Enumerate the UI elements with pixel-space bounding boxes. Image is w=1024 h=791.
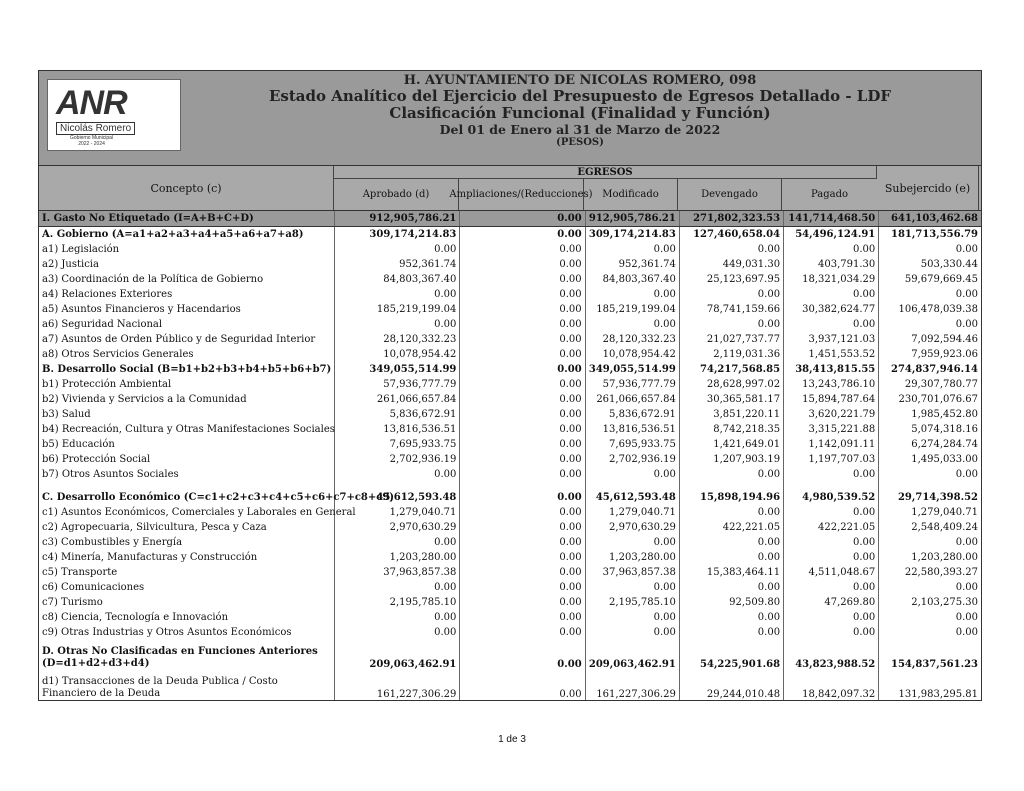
spacer-row: [39, 482, 981, 490]
header-devengado: Devengado: [678, 179, 782, 210]
table-row: [39, 287, 981, 302]
cell-aprobado: 0.00: [335, 467, 460, 482]
cell-subejercido: 2,103,275.30: [911, 597, 978, 608]
cell-ampliaciones: 0.00: [460, 580, 585, 595]
cell-modificado: 84,803,367.40: [585, 272, 679, 287]
cell-concepto: c4) Minería, Manufacturas y Construcción: [39, 550, 335, 565]
cell-concepto: c7) Turismo: [39, 595, 335, 610]
cell-pagado: 0.00: [784, 467, 879, 482]
table-row: [39, 437, 981, 452]
cell-pagado: 0.00: [784, 317, 879, 332]
cell-modificado: 37,963,857.38: [585, 565, 679, 580]
cell-modificado: 2,970,630.29: [585, 520, 679, 535]
cell-concepto: a7) Asuntos de Orden Público y de Seguridad Interior: [39, 332, 335, 347]
cell-devengado: 2,119,031.36: [679, 347, 783, 362]
cell-concepto: a3) Coordinación de la Política de Gobierno: [39, 272, 335, 287]
cell-devengado: 15,898,194.96: [679, 490, 783, 505]
cell-aprobado: 261,066,657.84: [335, 392, 460, 407]
header-concepto: Concepto (c): [39, 166, 334, 210]
table-row: [39, 490, 981, 505]
cell-ampliaciones: 0.00: [460, 452, 585, 467]
cell-subejercido: 503,330.44: [920, 259, 978, 270]
cell-subejercido: 0.00: [955, 244, 978, 255]
cell-subejercido: 5,074,318.16: [911, 424, 978, 435]
cell-devengado: 21,027,737.77: [679, 332, 783, 347]
table-row: [39, 520, 981, 535]
cell-modificado: 7,695,933.75: [585, 437, 679, 452]
cell-pagado: 18,842,097.32: [784, 670, 879, 700]
cell-subejercido: 230,701,076.67: [898, 394, 978, 405]
cell-ampliaciones: 0.00: [460, 535, 585, 550]
cell-devengado: 0.00: [679, 580, 783, 595]
cell-devengado: 0.00: [679, 505, 783, 520]
cell-concepto: a8) Otros Servicios Generales: [39, 347, 335, 362]
cell-aprobado: 952,361.74: [335, 257, 460, 272]
cell-devengado: 78,741,159.66: [679, 302, 783, 317]
cell-concepto: c2) Agropecuaria, Silvicultura, Pesca y Caza: [39, 520, 335, 535]
table-row: [39, 257, 981, 272]
cell-aprobado: 10,078,954.42: [335, 347, 460, 362]
cell-ampliaciones: 0.00: [460, 610, 585, 625]
header-modificado: Modificado: [584, 179, 678, 210]
cell-ampliaciones: 0.00: [460, 520, 585, 535]
cell-pagado: 141,714,468.50: [784, 211, 879, 227]
cell-modificado: 0.00: [585, 625, 679, 640]
cell-subejercido: 1,495,033.00: [911, 454, 978, 465]
cell-concepto: c9) Otras Industrias y Otros Asuntos Económicos: [39, 625, 335, 640]
cell-subejercido: 1,203,280.00: [911, 552, 978, 563]
cell-aprobado: 7,695,933.75: [335, 437, 460, 452]
table-row: [39, 242, 981, 257]
cell-pagado: 1,451,553.52: [784, 347, 879, 362]
column-headers: [39, 166, 981, 211]
cell-aprobado: 309,174,214.83: [335, 227, 460, 243]
cell-aprobado: 37,963,857.38: [335, 565, 460, 580]
cell-pagado: 1,197,707.03: [784, 452, 879, 467]
cell-aprobado: 84,803,367.40: [335, 272, 460, 287]
cell-pagado: 38,413,815.55: [784, 362, 879, 377]
cell-pagado: 0.00: [784, 610, 879, 625]
logo-name: Nicolás Romero: [56, 122, 135, 135]
cell-concepto: a6) Seguridad Nacional: [39, 317, 335, 332]
cell-ampliaciones: 0.00: [460, 670, 585, 700]
cell-ampliaciones: 0.00: [460, 257, 585, 272]
cell-concepto: c6) Comunicaciones: [39, 580, 335, 595]
cell-aprobado: 209,063,462.91: [335, 640, 460, 670]
cell-pagado: 0.00: [784, 625, 879, 640]
cell-concepto: a1) Legislación: [39, 242, 335, 257]
report-period: Del 01 de Enero al 31 de Marzo de 2022: [439, 122, 721, 137]
cell-concepto: b1) Protección Ambiental: [39, 377, 335, 392]
cell-subejercido: 0.00: [955, 582, 978, 593]
cell-modificado: 13,816,536.51: [585, 422, 679, 437]
cell-aprobado: 28,120,332.23: [335, 332, 460, 347]
cell-modificado: 0.00: [585, 580, 679, 595]
header-aprobado: Aprobado (d): [334, 179, 459, 210]
cell-subejercido: 0.00: [955, 319, 978, 330]
cell-subejercido: 274,837,946.14: [891, 364, 978, 375]
cell-modificado: 2,702,936.19: [585, 452, 679, 467]
table-row: [39, 377, 981, 392]
cell-ampliaciones: 0.00: [460, 565, 585, 580]
cell-concepto: a5) Asuntos Financieros y Hacendarios: [39, 302, 335, 317]
report-title: Estado Analítico del Ejercicio del Presupuesto de Egresos Detallado - LDF: [268, 87, 892, 105]
budget-table: [39, 211, 981, 700]
cell-concepto: c1) Asuntos Económicos, Comerciales y Laborales en General: [39, 505, 335, 520]
header-subejercido: Subejercido (e): [877, 166, 979, 210]
table-row: [39, 670, 981, 700]
cell-ampliaciones: 0.00: [460, 377, 585, 392]
report-titles: [189, 73, 971, 149]
cell-subejercido: 59,679,669.45: [904, 274, 978, 285]
cell-ampliaciones: 0.00: [460, 467, 585, 482]
table-row: [39, 211, 981, 227]
cell-modificado: 912,905,786.21: [585, 211, 679, 227]
cell-ampliaciones: 0.00: [460, 242, 585, 257]
cell-devengado: 29,244,010.48: [679, 670, 783, 700]
cell-devengado: 0.00: [679, 317, 783, 332]
page-number: 1 de 3: [498, 734, 526, 745]
logo-subtitle: Gobierno Municipal 2022 - 2024: [70, 135, 114, 147]
cell-pagado: 403,791.30: [784, 257, 879, 272]
municipal-logo: [47, 79, 181, 151]
cell-ampliaciones: 0.00: [460, 362, 585, 377]
cell-modificado: 209,063,462.91: [585, 640, 679, 670]
cell-modificado: 1,203,280.00: [585, 550, 679, 565]
cell-concepto: c8) Ciencia, Tecnología e Innovación: [39, 610, 335, 625]
cell-ampliaciones: 0.00: [460, 272, 585, 287]
cell-ampliaciones: 0.00: [460, 407, 585, 422]
cell-concepto: b4) Recreación, Cultura y Otras Manifestaciones Sociales: [39, 422, 335, 437]
cell-concepto: A. Gobierno (A=a1+a2+a3+a4+a5+a6+a7+a8): [39, 227, 335, 243]
cell-ampliaciones: 0.00: [460, 392, 585, 407]
cell-pagado: 13,243,786.10: [784, 377, 879, 392]
cell-aprobado: 0.00: [335, 625, 460, 640]
cell-concepto: B. Desarrollo Social (B=b1+b2+b3+b4+b5+b6+b7): [39, 362, 335, 377]
cell-aprobado: 0.00: [335, 287, 460, 302]
cell-subejercido: 22,580,393.27: [904, 567, 978, 578]
cell-ampliaciones: 0.00: [460, 437, 585, 452]
cell-pagado: 0.00: [784, 505, 879, 520]
table-row: [39, 550, 981, 565]
cell-concepto: a2) Justicia: [39, 257, 335, 272]
cell-subejercido: 1,279,040.71: [911, 507, 978, 518]
cell-modificado: 0.00: [585, 242, 679, 257]
cell-ampliaciones: 0.00: [460, 227, 585, 243]
cell-devengado: 127,460,658.04: [679, 227, 783, 243]
cell-subejercido: 29,714,398.52: [897, 492, 978, 503]
cell-aprobado: 13,816,536.51: [335, 422, 460, 437]
cell-pagado: 18,321,034.29: [784, 272, 879, 287]
cell-ampliaciones: 0.00: [460, 317, 585, 332]
cell-pagado: 47,269.80: [784, 595, 879, 610]
cell-aprobado: 5,836,672.91: [335, 407, 460, 422]
cell-devengado: 449,031.30: [679, 257, 783, 272]
cell-devengado: 0.00: [679, 535, 783, 550]
cell-devengado: 8,742,218.35: [679, 422, 783, 437]
cell-subejercido: 181,713,556.79: [891, 229, 978, 240]
cell-aprobado: 349,055,514.99: [335, 362, 460, 377]
cell-concepto: b6) Protección Social: [39, 452, 335, 467]
cell-modificado: 45,612,593.48: [585, 490, 679, 505]
table-row: [39, 422, 981, 437]
cell-modificado: 0.00: [585, 610, 679, 625]
cell-modificado: 161,227,306.29: [585, 670, 679, 700]
cell-subejercido: 1,985,452.80: [911, 409, 978, 420]
cell-pagado: 0.00: [784, 550, 879, 565]
cell-aprobado: 57,936,777.79: [335, 377, 460, 392]
cell-subejercido: 6,274,284.74: [911, 439, 978, 450]
cell-modificado: 952,361.74: [585, 257, 679, 272]
cell-concepto: c3) Combustibles y Energía: [39, 535, 335, 550]
cell-modificado: 0.00: [585, 467, 679, 482]
cell-concepto: d1) Transacciones de la Deuda Publica / Costo Financiero de la Deuda: [39, 670, 335, 700]
cell-pagado: 3,315,221.88: [784, 422, 879, 437]
cell-devengado: 0.00: [679, 242, 783, 257]
table-row: [39, 362, 981, 377]
table-row: [39, 347, 981, 362]
cell-aprobado: 2,195,785.10: [335, 595, 460, 610]
cell-concepto: b7) Otros Asuntos Sociales: [39, 467, 335, 482]
cell-pagado: 30,382,624.77: [784, 302, 879, 317]
cell-aprobado: 185,219,199.04: [335, 302, 460, 317]
report-header: [39, 71, 981, 166]
report-classification: Clasificación Funcional (Finalidad y Función): [389, 104, 771, 122]
cell-concepto: C. Desarrollo Económico (C=c1+c2+c3+c4+c5+c6+c7+c8+c9): [39, 490, 335, 505]
table-row: [39, 452, 981, 467]
cell-devengado: 0.00: [679, 625, 783, 640]
cell-subejercido: 0.00: [955, 627, 978, 638]
table-row: [39, 392, 981, 407]
cell-devengado: 1,207,903.19: [679, 452, 783, 467]
table-row: [39, 535, 981, 550]
cell-subejercido: 29,307,780.77: [904, 379, 978, 390]
report-sheet: [38, 70, 982, 701]
cell-concepto: I. Gasto No Etiquetado (I=A+B+C+D): [39, 211, 335, 227]
cell-subejercido: 0.00: [955, 612, 978, 623]
cell-pagado: 0.00: [784, 580, 879, 595]
cell-ampliaciones: 0.00: [460, 287, 585, 302]
table-row: [39, 332, 981, 347]
cell-pagado: 0.00: [784, 287, 879, 302]
cell-aprobado: 45,612,593.48: [335, 490, 460, 505]
cell-pagado: 3,620,221.79: [784, 407, 879, 422]
cell-pagado: 422,221.05: [784, 520, 879, 535]
cell-devengado: 1,421,649.01: [679, 437, 783, 452]
cell-modificado: 185,219,199.04: [585, 302, 679, 317]
cell-ampliaciones: 0.00: [460, 505, 585, 520]
table-row: [39, 317, 981, 332]
cell-pagado: 15,894,787.64: [784, 392, 879, 407]
cell-aprobado: 0.00: [335, 535, 460, 550]
header-ampliaciones: Ampliaciones/ (Reducciones): [459, 179, 584, 210]
table-row: [39, 565, 981, 580]
table-row: [39, 640, 981, 670]
table-row: [39, 505, 981, 520]
cell-subejercido: 2,548,409.24: [911, 522, 978, 533]
cell-modificado: 5,836,672.91: [585, 407, 679, 422]
cell-ampliaciones: 0.00: [460, 332, 585, 347]
header-pagado: Pagado: [810, 189, 849, 200]
logo-mark: ANR: [56, 84, 127, 122]
cell-modificado: 57,936,777.79: [585, 377, 679, 392]
header-egresos: EGRESOS: [334, 166, 877, 179]
cell-pagado: 3,937,121.03: [784, 332, 879, 347]
cell-modificado: 2,195,785.10: [585, 595, 679, 610]
table-row: [39, 227, 981, 243]
cell-concepto: b3) Salud: [39, 407, 335, 422]
cell-devengado: 92,509.80: [679, 595, 783, 610]
cell-modificado: 28,120,332.23: [585, 332, 679, 347]
cell-aprobado: 0.00: [335, 580, 460, 595]
table-row: [39, 610, 981, 625]
cell-ampliaciones: 0.00: [460, 595, 585, 610]
cell-subejercido: 106,478,039.38: [898, 304, 978, 315]
cell-ampliaciones: 0.00: [460, 490, 585, 505]
table-row: [39, 595, 981, 610]
cell-aprobado: 1,279,040.71: [335, 505, 460, 520]
cell-modificado: 309,174,214.83: [585, 227, 679, 243]
cell-concepto: a4) Relaciones Exteriores: [39, 287, 335, 302]
cell-modificado: 0.00: [585, 287, 679, 302]
cell-devengado: 0.00: [679, 287, 783, 302]
cell-ampliaciones: 0.00: [460, 347, 585, 362]
cell-devengado: 15,383,464.11: [679, 565, 783, 580]
cell-modificado: 0.00: [585, 535, 679, 550]
cell-devengado: 54,225,901.68: [679, 640, 783, 670]
cell-aprobado: 1,203,280.00: [335, 550, 460, 565]
cell-devengado: 0.00: [679, 610, 783, 625]
cell-concepto: c5) Transporte: [39, 565, 335, 580]
cell-aprobado: 912,905,786.21: [335, 211, 460, 227]
cell-aprobado: 0.00: [335, 317, 460, 332]
cell-subejercido: 0.00: [955, 537, 978, 548]
cell-aprobado: 0.00: [335, 610, 460, 625]
cell-devengado: 0.00: [679, 467, 783, 482]
cell-subejercido: 7,959,923.06: [911, 349, 978, 360]
cell-modificado: 349,055,514.99: [585, 362, 679, 377]
table-row: [39, 272, 981, 287]
cell-pagado: 0.00: [784, 242, 879, 257]
cell-pagado: 4,511,048.67: [784, 565, 879, 580]
cell-ampliaciones: 0.00: [460, 625, 585, 640]
cell-modificado: 0.00: [585, 317, 679, 332]
table-row: [39, 625, 981, 640]
cell-aprobado: 0.00: [335, 242, 460, 257]
table-row: [39, 467, 981, 482]
cell-modificado: 261,066,657.84: [585, 392, 679, 407]
table-row: [39, 407, 981, 422]
cell-subejercido: 0.00: [955, 289, 978, 300]
cell-pagado: 1,142,091.11: [784, 437, 879, 452]
cell-subejercido: 641,103,462.68: [879, 211, 981, 227]
cell-devengado: 3,851,220.11: [679, 407, 783, 422]
cell-pagado: 54,496,124.91: [784, 227, 879, 243]
cell-devengado: 0.00: [679, 550, 783, 565]
cell-modificado: 10,078,954.42: [585, 347, 679, 362]
cell-devengado: 74,217,568.85: [679, 362, 783, 377]
cell-ampliaciones: 0.00: [460, 302, 585, 317]
table-row: [39, 580, 981, 595]
cell-concepto: D. Otras No Clasificadas en Funciones Anteriores (D=d1+d2+d3+d4): [39, 640, 335, 670]
cell-concepto: b2) Vivienda y Servicios a la Comunidad: [39, 392, 335, 407]
cell-concepto: b5) Educación: [39, 437, 335, 452]
cell-aprobado: 161,227,306.29: [335, 670, 460, 700]
cell-devengado: 25,123,697.95: [679, 272, 783, 287]
cell-devengado: 28,628,997.02: [679, 377, 783, 392]
cell-subejercido: 131,983,295.81: [898, 689, 978, 700]
cell-modificado: 1,279,040.71: [585, 505, 679, 520]
cell-pagado: 43,823,988.52: [784, 640, 879, 670]
cell-subejercido: 0.00: [955, 469, 978, 480]
cell-ampliaciones: 0.00: [460, 640, 585, 670]
cell-subejercido: 7,092,594.46: [911, 334, 978, 345]
cell-aprobado: 2,970,630.29: [335, 520, 460, 535]
report-units: (PESOS): [556, 137, 604, 148]
cell-ampliaciones: 0.00: [460, 550, 585, 565]
cell-subejercido: 154,837,561.23: [891, 659, 978, 670]
cell-ampliaciones: 0.00: [460, 211, 585, 227]
cell-pagado: 0.00: [784, 535, 879, 550]
cell-pagado: 4,980,539.52: [784, 490, 879, 505]
cell-ampliaciones: 0.00: [460, 422, 585, 437]
table-row: [39, 302, 981, 317]
cell-aprobado: 2,702,936.19: [335, 452, 460, 467]
cell-devengado: 271,802,323.53: [679, 211, 783, 227]
entity-title: H. AYUNTAMIENTO DE NICOLAS ROMERO, 098: [403, 73, 757, 88]
cell-devengado: 30,365,581.17: [679, 392, 783, 407]
cell-devengado: 422,221.05: [679, 520, 783, 535]
